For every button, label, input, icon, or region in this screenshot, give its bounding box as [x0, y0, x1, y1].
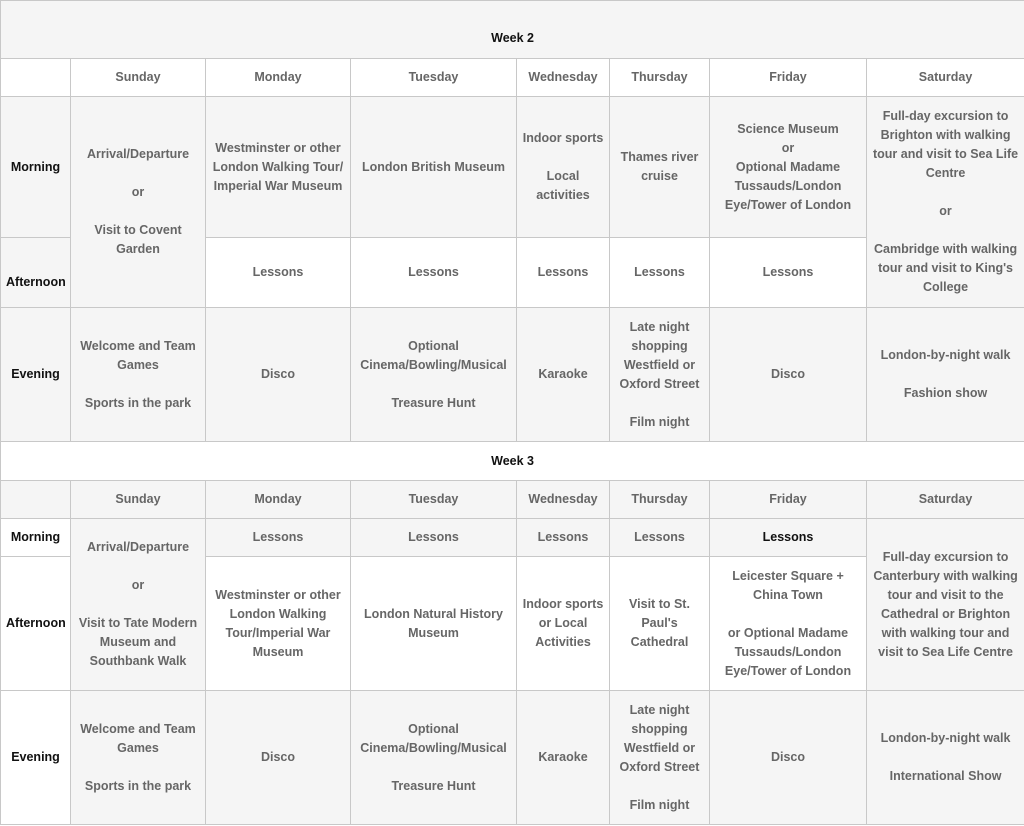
- lessons-cell: Lessons: [610, 519, 710, 557]
- activity-cell: London-by-night walk International Show: [867, 691, 1024, 825]
- week-title: Week 2: [1, 1, 1024, 59]
- day-header: Sunday: [71, 481, 206, 519]
- row-label-evening: Evening: [1, 691, 71, 825]
- activity-cell: Welcome and Team Games Sports in the park: [71, 691, 206, 825]
- day-header: Tuesday: [351, 59, 517, 97]
- activity-cell: Science Museum or Optional Madame Tussauds/London Eye/Tower of London: [710, 97, 867, 238]
- lessons-cell: Lessons: [517, 238, 610, 308]
- activity-cell: Late night shopping Westfield or Oxford Street Film night: [610, 691, 710, 825]
- activity-cell: Visit to St. Paul's Cathedral: [610, 557, 710, 691]
- row-label-evening: Evening: [1, 308, 71, 442]
- activity-cell: Disco: [710, 691, 867, 825]
- activity-cell: Disco: [206, 691, 351, 825]
- row-label-morning: Morning: [1, 97, 71, 238]
- lessons-cell: Lessons: [351, 519, 517, 557]
- sunday-day-cell: Arrival/Departure or Visit to Covent Garden: [71, 97, 206, 308]
- lessons-cell: Lessons: [710, 519, 867, 557]
- activity-cell: Late night shopping Westfield or Oxford Street Film night: [610, 308, 710, 442]
- activity-cell: Optional Cinema/Bowling/Musical Treasure Hunt: [351, 308, 517, 442]
- lessons-cell: Lessons: [517, 519, 610, 557]
- lessons-cell: Lessons: [351, 238, 517, 308]
- activity-cell: Welcome and Team Games Sports in the park: [71, 308, 206, 442]
- activity-cell: Disco: [206, 308, 351, 442]
- day-header: Friday: [710, 481, 867, 519]
- day-header: Monday: [206, 59, 351, 97]
- activity-cell: Westminster or other London Walking Tour/Imperial War Museum: [206, 557, 351, 691]
- day-header: Thursday: [610, 481, 710, 519]
- activity-cell: Thames river cruise: [610, 97, 710, 238]
- lessons-cell: Lessons: [206, 238, 351, 308]
- lessons-cell: Lessons: [710, 238, 867, 308]
- corner-cell: [1, 481, 71, 519]
- saturday-excursion-cell: Full-day excursion to Canterbury with walking tour and visit to the Cathedral or Brighton with walking tour and visit to Sea Life Centre: [867, 519, 1024, 691]
- lessons-cell: Lessons: [610, 238, 710, 308]
- corner-cell: [1, 59, 71, 97]
- activity-cell: Disco: [710, 308, 867, 442]
- day-header: Monday: [206, 481, 351, 519]
- activity-cell: London Natural History Museum: [351, 557, 517, 691]
- day-header: Tuesday: [351, 481, 517, 519]
- day-header: Thursday: [610, 59, 710, 97]
- activity-cell: Indoor sports Local activities: [517, 97, 610, 238]
- row-label-morning: Morning: [1, 519, 71, 557]
- row-label-afternoon: Afternoon: [1, 238, 71, 308]
- lessons-cell: Lessons: [206, 519, 351, 557]
- saturday-excursion-cell: Full-day excursion to Brighton with walking tour and visit to Sea Life Centre or Cambridge with walking tour and visit to King's College: [867, 97, 1024, 308]
- activity-cell: Indoor sports or Local Activities: [517, 557, 610, 691]
- activity-cell: London British Museum: [351, 97, 517, 238]
- week-title: Week 3: [1, 442, 1024, 481]
- day-header: Saturday: [867, 481, 1024, 519]
- day-header: Saturday: [867, 59, 1024, 97]
- activity-cell: Karaoke: [517, 308, 610, 442]
- day-header: Sunday: [71, 59, 206, 97]
- sunday-day-cell: Arrival/Departure or Visit to Tate Modern Museum and Southbank Walk: [71, 519, 206, 691]
- day-header: Wednesday: [517, 481, 610, 519]
- activity-cell: Westminster or other London Walking Tour/ Imperial War Museum: [206, 97, 351, 238]
- activity-cell: Leicester Square + China Town or Optional Madame Tussauds/London Eye/Tower of London: [710, 557, 867, 691]
- activity-cell: London-by-night walk Fashion show: [867, 308, 1024, 442]
- activity-cell: Optional Cinema/Bowling/Musical Treasure Hunt: [351, 691, 517, 825]
- day-header: Wednesday: [517, 59, 610, 97]
- activity-cell: Karaoke: [517, 691, 610, 825]
- row-label-afternoon: Afternoon: [1, 557, 71, 691]
- day-header: Friday: [710, 59, 867, 97]
